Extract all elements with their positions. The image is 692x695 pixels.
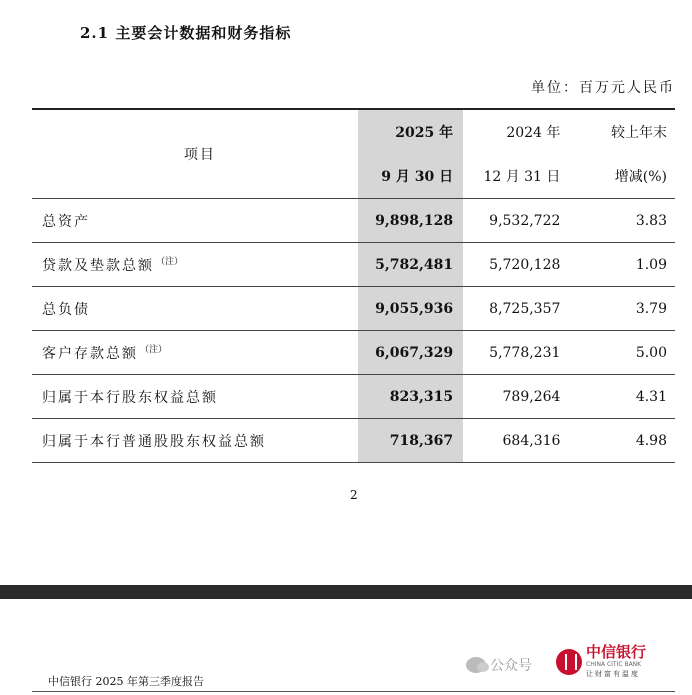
value-2024: 9,532,722 — [463, 199, 572, 243]
value-2024: 684,316 — [463, 419, 572, 463]
logo-cn-text: 中信银行 — [586, 643, 647, 661]
table-row — [32, 243, 675, 287]
bank-logo — [556, 645, 646, 678]
value-change: 3.79 — [572, 287, 675, 331]
header-item: 项目 — [183, 147, 216, 163]
wechat-icon — [466, 657, 486, 673]
header-change-line2: 增减(%) — [614, 169, 667, 185]
value-change: 4.98 — [572, 419, 675, 463]
row-label: 贷款及垫款总额 $^{(注)}$ — [32, 243, 358, 287]
logo-en-text: CHINA CITIC BANK — [586, 661, 642, 668]
header-2024-date: 12 月 31 日 — [483, 169, 561, 185]
row-label: 客户存款总额 $^{(注)}$ — [32, 331, 358, 375]
section-title: 2.1 主要会计数据和财务指标 — [80, 24, 292, 42]
table-row — [32, 199, 675, 243]
value-2025: 9,055,936 — [358, 287, 463, 331]
row-label: 总负债 — [32, 287, 358, 331]
page-number: 2 — [350, 488, 358, 502]
row-label: 总资产 — [32, 199, 358, 243]
value-2025: 9,898,128 — [358, 199, 463, 243]
value-change: 4.31 — [572, 375, 675, 419]
note-marker: （注） — [140, 345, 168, 355]
header-2025-date: 9 月 30 日 — [358, 154, 463, 199]
value-2024: 789,264 — [463, 375, 572, 419]
value-2024: 8,725,357 — [463, 287, 572, 331]
watermark — [466, 655, 532, 675]
unit-label: 单位：百万元人民币 — [531, 80, 675, 96]
header-2024-year: 2024 年 — [506, 125, 561, 141]
header-2025-year: 2025 年 — [358, 110, 463, 154]
table-row — [32, 419, 675, 463]
logo-slogan: 让财富有温度 — [586, 670, 640, 678]
page-separator — [0, 585, 692, 599]
value-change: 3.83 — [572, 199, 675, 243]
value-change: 1.09 — [572, 243, 675, 287]
value-2025: 6,067,329 — [358, 331, 463, 375]
row-label: 归属于本行股东权益总额 — [32, 375, 358, 419]
value-2025: 823,315 — [358, 375, 463, 419]
value-2025: 5,782,481 — [358, 243, 463, 287]
value-2024: 5,720,128 — [463, 243, 572, 287]
value-2024: 5,778,231 — [463, 331, 572, 375]
watermark-text: 公众号 — [490, 658, 532, 674]
citic-logo-icon — [556, 649, 582, 675]
note-marker: （注） — [156, 257, 184, 267]
header-change-line1: 较上年末 — [611, 125, 667, 141]
financial-indicators-table — [32, 108, 675, 463]
footer-text: 中信银行 2025 年第三季度报告 — [48, 675, 204, 688]
table-row — [32, 331, 675, 375]
table-row — [32, 287, 675, 331]
row-label: 归属于本行普通股股东权益总额 — [32, 419, 358, 463]
value-2025: 718,367 — [358, 419, 463, 463]
value-change: 5.00 — [572, 331, 675, 375]
table-row — [32, 375, 675, 419]
financial-table-wrapper — [32, 108, 675, 463]
footer-rule — [32, 691, 675, 692]
